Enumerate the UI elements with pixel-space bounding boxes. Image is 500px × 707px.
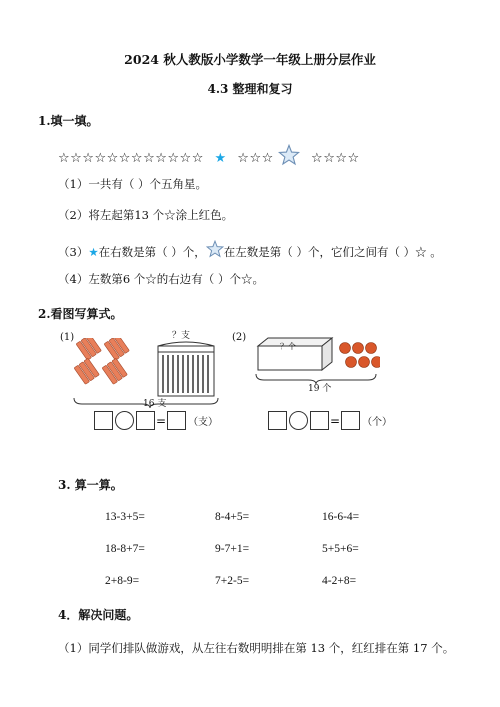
figure-1-equation [94,410,218,430]
question-1-1: （1）一共有（ ）个五角星。 [58,177,207,191]
answer-box[interactable] [268,411,287,430]
document-title: 2024 秋人教版小学数学一年级上册分层作业 [124,52,376,67]
figure-1-top-label: ？支 [172,331,191,341]
operator-circle[interactable] [289,411,308,430]
answer-box[interactable] [167,411,186,430]
answer-box[interactable] [341,411,360,430]
figure-2-bottom-label: 19 个 [308,384,332,394]
stars-group-3: ☆☆☆☆ [311,151,360,166]
calc-5: 9-7+1= [215,543,250,555]
calc-4: 18-8+7= [105,543,145,555]
stars-row [58,144,360,170]
answer-box[interactable] [310,411,329,430]
equals-sign: = [330,413,341,428]
question-4-1: （1）同学们排队做游戏，从左往右数明明排在第 13 个，红红排在第 17 个。 [58,641,455,655]
stars-group-2: ☆☆☆ [237,151,274,166]
calc-8: 7+2-5= [215,575,250,587]
figure-2-box-label: ？个 [280,342,296,351]
figure-2-label: (2) [232,332,247,343]
operator-circle[interactable] [115,411,134,430]
balls [340,343,381,368]
section-3-heading: 3. 算一算。 [58,478,123,492]
big-outline-star-icon [206,240,224,261]
q3-middle: 在右数是第（ ）个， [98,245,206,259]
blue-star-icon: ★ [88,245,99,259]
calc-1: 13-3+5= [105,511,145,523]
figure-1-label: (1) [60,332,75,343]
document-subtitle: 4.3 整理和复习 [207,82,293,96]
answer-box[interactable] [136,411,155,430]
section-1-heading: 1.填一填。 [38,114,99,128]
q3-prefix: （3） [58,245,89,259]
q3-suffix: 在左数是第（ ）个，它们之间有（ ）☆ 。 [223,245,442,259]
equals-sign: = [156,413,167,428]
section-2-heading: 2.看图写算式。 [38,307,123,321]
figure-2-equation [268,410,392,430]
big-outline-star-icon [278,144,300,170]
figure-1-unit: （支） [188,417,219,428]
calc-3: 16-6-4= [322,511,360,523]
figure-2-illustration [250,336,380,386]
answer-box[interactable] [94,411,113,430]
question-1-2: （2）将左起第13 个☆涂上红色。 [58,208,234,222]
calc-2: 8-4+5= [215,511,250,523]
section-4-heading: 4．解决问题。 [58,608,139,622]
question-1-4: （4）左数第6 个☆的右边有（ ）个☆。 [58,272,264,286]
figure-2-unit: （个） [362,417,393,428]
question-1-3 [58,240,442,261]
pencil-box [158,342,214,396]
blue-star-icon: ★ [214,151,227,166]
calc-6: 5+5+6= [322,543,359,555]
pencil-bundles [74,338,129,384]
calc-9: 4-2+8= [322,575,357,587]
figure-1-bottom-label: 16 支 [143,399,167,409]
calc-7: 2+8-9= [105,575,140,587]
stars-group-1: ☆☆☆☆☆☆☆☆☆☆☆☆ [58,151,204,166]
